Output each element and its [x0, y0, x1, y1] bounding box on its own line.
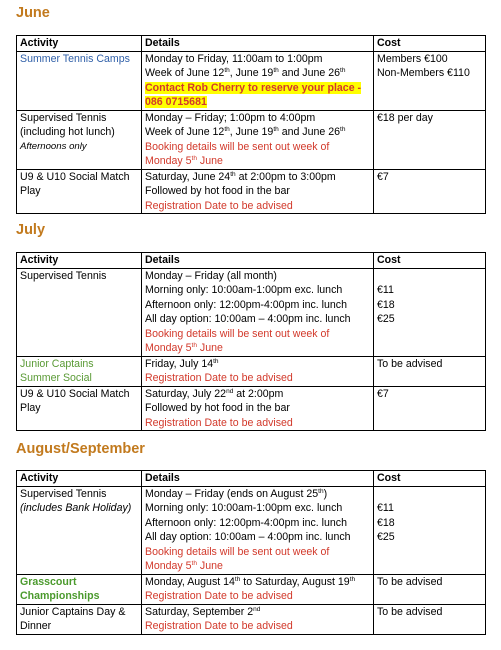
details-header: Details [142, 253, 374, 269]
activity-name: Supervised Tennis [20, 269, 107, 282]
july-schedule-table [16, 252, 486, 431]
details-cell [142, 356, 374, 386]
section-title-august-september: August/September [16, 441, 145, 457]
activity-header: Activity [17, 253, 142, 269]
booking-date: Monday 5th June [145, 342, 223, 354]
activity-cell [17, 574, 142, 604]
schedule-text: Friday, July 14th [145, 357, 219, 370]
cost-header: Cost [374, 36, 486, 52]
cost-morning: €11 [377, 284, 394, 296]
details-cell [142, 604, 374, 634]
booking-date: Monday 5th June [145, 155, 223, 167]
cost-non-members: Non-Members €110 [377, 67, 470, 79]
cost-cell [374, 486, 486, 574]
registration-note: Registration Date to be advised [145, 620, 293, 632]
details-cell [142, 574, 374, 604]
cost-header: Cost [374, 253, 486, 269]
june-schedule-table [16, 35, 486, 214]
schedule-text: Monday to Friday, 11:00am to 1:00pm [145, 52, 323, 65]
option-morning: Morning only: 10:00am-1:00pm exc. lunch [145, 502, 343, 514]
details-cell [142, 51, 374, 110]
activity-cell [17, 51, 142, 110]
cost-afternoon: €18 [377, 516, 395, 529]
option-afternoon: Afternoon only: 12:00pm-4:00pm inc. lunch [145, 298, 347, 311]
table-header-row [17, 36, 486, 52]
cost-header: Cost [374, 471, 486, 487]
contact-note: Contact Rob Cherry to reserve your place - [145, 81, 362, 94]
table-row [17, 604, 486, 634]
schedule-text: Monday, August 14th to Saturday, August 19th [145, 575, 356, 588]
cost-value: To be advised [377, 605, 443, 618]
cost-value: €7 [377, 170, 389, 183]
activity-name: Junior Captains Day & [20, 605, 126, 618]
activity-name: U9 & U10 Social Match [20, 387, 130, 400]
activity-name-cont: Play [20, 185, 41, 197]
cost-cell [374, 356, 486, 386]
cost-cell [374, 169, 486, 214]
table-header-row [17, 471, 486, 487]
details-cell [142, 386, 374, 431]
registration-note: Registration Date to be advised [145, 372, 293, 384]
activity-name-cont: Play [20, 402, 41, 414]
booking-note: Booking details will be sent out week of [145, 545, 330, 558]
schedule-text: Saturday, September 2nd [145, 605, 261, 618]
cost-members: Members €100 [377, 52, 448, 65]
option-all-day: All day option: 10:00am – 4:00pm inc. lunch [145, 313, 351, 325]
activity-name: Junior Captains [20, 357, 94, 370]
details-cell [142, 169, 374, 214]
cost-cell [374, 386, 486, 431]
activity-name: Supervised Tennis [20, 487, 107, 500]
cost-value: To be advised [377, 357, 443, 370]
schedule-text: Monday – Friday; 1:00pm to 4:00pm [145, 111, 316, 124]
booking-date: Monday 5th June [145, 560, 223, 572]
activity-note: (includes Bank Holiday) [20, 502, 132, 514]
activity-header: Activity [17, 36, 142, 52]
activity-name: Grasscourt [20, 575, 77, 588]
cost-cell [374, 268, 486, 356]
registration-note: Registration Date to be advised [145, 416, 293, 429]
cost-value: To be advised [377, 575, 443, 588]
option-afternoon: Afternoon only: 12:00pm-4:00pm inc. lunch [145, 516, 347, 529]
dates-text: Week of June 12th, June 19th and June 26th [145, 126, 346, 138]
followup-text: Followed by hot food in the bar [145, 185, 290, 197]
activity-cell [17, 110, 142, 169]
schedule-text: Saturday, July 22nd at 2:00pm [145, 387, 284, 400]
table-row [17, 169, 486, 214]
activity-name: Summer Tennis Camps [20, 52, 130, 65]
cost-afternoon: €18 [377, 298, 395, 311]
option-morning: Morning only: 10:00am-1:00pm exc. lunch [145, 284, 343, 296]
cost-cell [374, 574, 486, 604]
details-header: Details [142, 471, 374, 487]
cost-cell [374, 110, 486, 169]
activity-name-cont: Summer Social [20, 372, 92, 384]
table-row [17, 356, 486, 386]
activity-cell [17, 604, 142, 634]
details-cell [142, 486, 374, 574]
cost-all-day: €25 [377, 531, 395, 543]
followup-text: Followed by hot food in the bar [145, 402, 290, 414]
activity-header: Activity [17, 471, 142, 487]
booking-note: Booking details will be sent out week of [145, 140, 330, 153]
activity-note: Afternoons only [20, 140, 87, 152]
table-row [17, 386, 486, 431]
activity-subtitle: (including hot lunch) [20, 126, 115, 138]
activity-name: U9 & U10 Social Match [20, 170, 130, 183]
booking-note: Booking details will be sent out week of [145, 327, 330, 340]
section-title-june: June [16, 5, 50, 21]
schedule-text: Monday – Friday (ends on August 25th) [145, 487, 328, 500]
cost-cell [374, 51, 486, 110]
section-title-july: July [16, 222, 46, 238]
schedule-text: Monday – Friday (all month) [145, 269, 277, 282]
details-header: Details [142, 36, 374, 52]
activity-name-cont: Championships [20, 590, 100, 602]
activity-cell [17, 268, 142, 356]
table-row [17, 110, 486, 169]
cost-cell [374, 604, 486, 634]
details-cell [142, 268, 374, 356]
cost-value: €18 per day [377, 111, 433, 124]
details-cell [142, 110, 374, 169]
activity-cell [17, 386, 142, 431]
activity-cell [17, 486, 142, 574]
registration-note: Registration Date to be advised [145, 590, 293, 602]
table-row [17, 51, 486, 110]
table-row [17, 486, 486, 574]
table-row [17, 268, 486, 356]
contact-phone: 086 0715681 [145, 96, 207, 108]
table-header-row [17, 253, 486, 269]
activity-name-cont: Dinner [20, 620, 52, 632]
cost-value: €7 [377, 387, 389, 400]
registration-note: Registration Date to be advised [145, 199, 293, 212]
option-all-day: All day option: 10:00am – 4:00pm inc. lunch [145, 531, 351, 543]
activity-cell [17, 356, 142, 386]
activity-cell [17, 169, 142, 214]
activity-name: Supervised Tennis [20, 111, 107, 124]
table-row [17, 574, 486, 604]
cost-morning: €11 [377, 502, 394, 514]
schedule-text: Saturday, June 24th at 2:00pm to 3:00pm [145, 170, 336, 183]
august-september-schedule-table [16, 470, 486, 635]
cost-all-day: €25 [377, 313, 395, 325]
dates-text: Week of June 12th, June 19th and June 26th [145, 67, 346, 79]
